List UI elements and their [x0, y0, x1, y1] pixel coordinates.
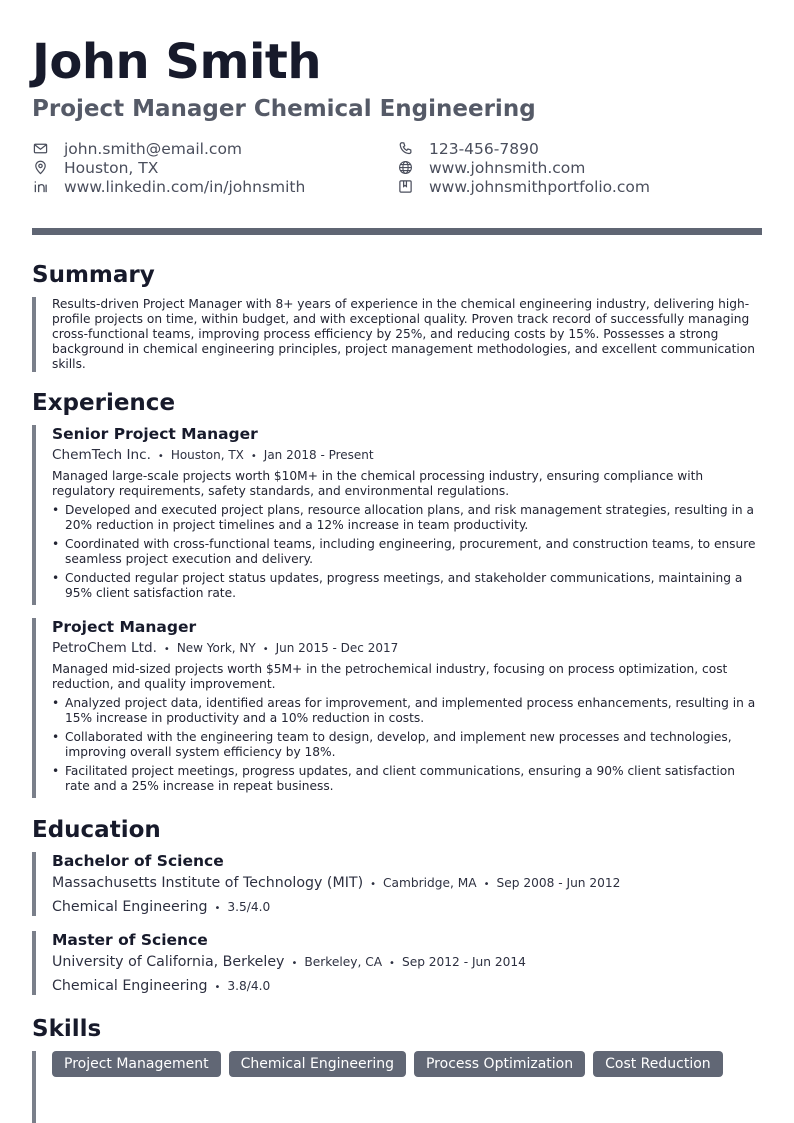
- school-name: Massachusetts Institute of Technology (MIT): [52, 875, 364, 891]
- job-meta: PetroChem Ltd. • New York, NY • Jun 2015 - Dec 2017: [52, 640, 399, 656]
- skill-tag: Cost Reduction: [593, 1051, 723, 1077]
- job-bullets: [52, 503, 762, 601]
- gpa: 3.5/4.0: [227, 900, 271, 914]
- school-location: Cambridge, MA: [383, 876, 477, 890]
- job-bullet: • Conducted regular project status updates, progress meetings, and stakeholder communications, maintaining a 95% client satisfaction rate.: [52, 571, 743, 600]
- school-name: University of California, Berkeley: [52, 954, 285, 970]
- field-line: Chemical Engineering • 3.5/4.0: [52, 899, 271, 915]
- phone-icon: [397, 141, 413, 157]
- candidate-role: Project Manager Chemical Engineering: [32, 96, 536, 122]
- job-bullet: • Developed and executed project plans, resource allocation plans, and risk management strategies, resulting in a 20% reduction in project timelines and a 12% increase in team productivity.: [52, 503, 754, 532]
- job-entry: [52, 617, 762, 798]
- field-of-study: Chemical Engineering: [52, 978, 208, 994]
- contact-portfolio[interactable]: www.johnsmithportfolio.com: [397, 177, 650, 196]
- job-bullets: [52, 696, 762, 794]
- field-of-study: Chemical Engineering: [52, 899, 208, 915]
- job-entry: [52, 424, 762, 605]
- candidate-name: John Smith: [32, 34, 322, 90]
- contact-location: Houston, TX: [32, 158, 158, 177]
- summary-accent-bar: [32, 297, 36, 372]
- education-dates: Sep 2012 - Jun 2014: [401, 955, 526, 969]
- summary-heading: Summary: [32, 262, 155, 288]
- skill-tag: Project Management: [52, 1051, 221, 1077]
- degree-title: Master of Science: [52, 931, 208, 949]
- job-location: Houston, TX: [170, 448, 244, 462]
- job-title: Senior Project Manager: [52, 425, 258, 443]
- education-accent-bar: [32, 852, 36, 916]
- school-line: University of California, Berkeley • Berkeley, CA • Sep 2012 - Jun 2014: [52, 954, 526, 970]
- gpa: 3.8/4.0: [227, 979, 271, 993]
- education-heading: Education: [32, 817, 161, 843]
- education-entry: [52, 930, 762, 998]
- skills-accent-bar: [32, 1051, 36, 1123]
- linkedin-icon: [32, 179, 48, 195]
- job-bullet: • Coordinated with cross-functional teams, including engineering, procurement, and construction teams, to ensure seamless project execution and delivery.: [52, 537, 756, 566]
- field-line: Chemical Engineering • 3.8/4.0: [52, 978, 271, 994]
- summary-text: Results-driven Project Manager with 8+ years of experience in the chemical engineering industry, delivering high-profile projects on time, within budget, and with exceptional quality. Proven track record of successfully managing cross-functional teams, improving process efficiency by 25%, and reducing costs by 15%. Possesses a strong background in chemical engineering principles, project management methodologies, and excellent communication skills.: [52, 297, 755, 371]
- skills-list: [52, 1051, 762, 1077]
- skill-tag: Chemical Engineering: [229, 1051, 406, 1077]
- job-accent-bar: [32, 618, 36, 798]
- job-dates: Jun 2015 - Dec 2017: [275, 641, 399, 655]
- education-dates: Sep 2008 - Jun 2012: [496, 876, 621, 890]
- contact-email[interactable]: john.smith@email.com: [32, 139, 242, 158]
- location-pin-icon: [32, 160, 48, 176]
- school-line: Massachusetts Institute of Technology (MIT) • Cambridge, MA • Sep 2008 - Jun 2012: [52, 875, 621, 891]
- education-accent-bar: [32, 931, 36, 995]
- globe-icon: [397, 160, 413, 176]
- portfolio-icon: [397, 179, 413, 195]
- job-title: Project Manager: [52, 618, 197, 636]
- school-location: Berkeley, CA: [304, 955, 383, 969]
- job-bullet: • Facilitated project meetings, progress updates, and client communications, ensuring a 90% client satisfaction rate and a 25% increase in repeat business.: [52, 764, 735, 793]
- job-description: Managed mid-sized projects worth $5M+ in the petrochemical industry, focusing on process optimization, cost reduction, and quality improvement.: [52, 662, 728, 691]
- contact-phone[interactable]: 123-456-7890: [397, 139, 539, 158]
- job-description: Managed large-scale projects worth $10M+ in the chemical processing industry, ensuring compliance with regulatory requirements, safety standards, and environmental regulations.: [52, 469, 704, 498]
- degree-title: Bachelor of Science: [52, 852, 224, 870]
- job-dates: Jan 2018 - Present: [263, 448, 374, 462]
- job-meta: ChemTech Inc. • Houston, TX • Jan 2018 - Present: [52, 447, 374, 463]
- job-location: New York, NY: [176, 641, 256, 655]
- job-accent-bar: [32, 425, 36, 605]
- job-company: ChemTech Inc.: [52, 447, 151, 463]
- education-entry: [52, 851, 762, 919]
- job-bullet: • Collaborated with the engineering team to design, develop, and implement new processes and technologies, improving overall system efficiency by 18%.: [52, 730, 732, 759]
- header-divider: [32, 228, 762, 235]
- experience-heading: Experience: [32, 390, 176, 416]
- skill-tag: Process Optimization: [414, 1051, 585, 1077]
- skills-heading: Skills: [32, 1016, 102, 1042]
- job-company: PetroChem Ltd.: [52, 640, 157, 656]
- contact-website[interactable]: www.johnsmith.com: [397, 158, 585, 177]
- contact-linkedin[interactable]: www.linkedin.com/in/johnsmith: [32, 177, 305, 196]
- mail-icon: [32, 141, 48, 157]
- job-bullet: • Analyzed project data, identified areas for improvement, and implemented process enhancements, resulting in a 15% increase in productivity and a 10% reduction in costs.: [52, 696, 756, 725]
